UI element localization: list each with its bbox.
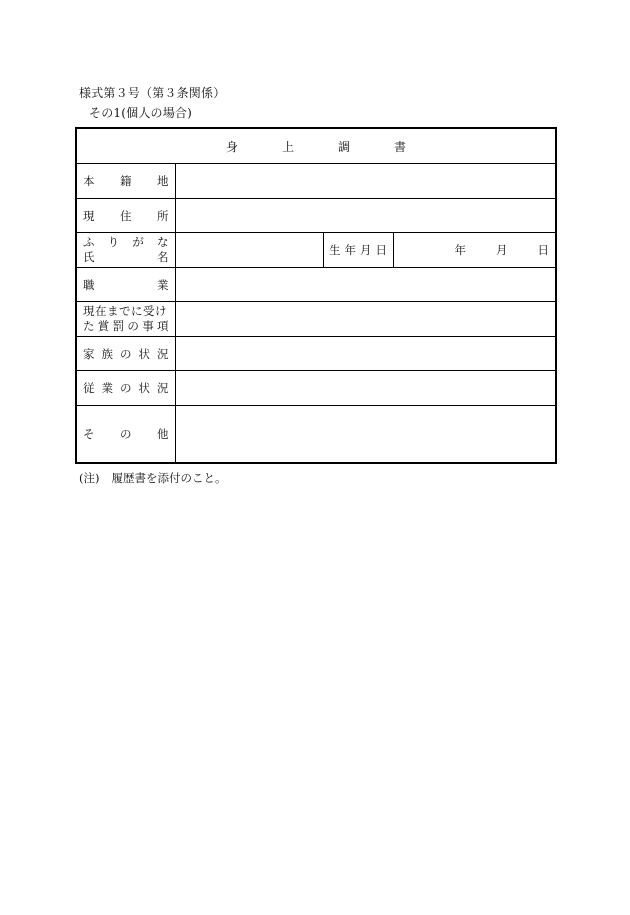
label-char: 家 [83,346,95,361]
label-char: が [132,235,144,249]
form-number: 様式第３号（第３条関係） [79,86,226,100]
label-char: の [120,346,132,361]
field-other[interactable] [175,406,556,463]
label-line: 現在までに受け [83,304,167,318]
field-name[interactable] [175,233,323,268]
field-occupation[interactable] [175,268,556,302]
label-char: の [120,381,132,395]
field-dob[interactable] [393,233,556,268]
label-family [76,337,175,371]
label-char: 従 [83,381,95,395]
label-honseki [76,164,175,199]
label-char: 本 [83,174,95,188]
field-employees[interactable] [175,371,556,406]
label-occupation [76,268,175,302]
label-name [76,233,175,268]
label-char: 氏 [83,250,95,264]
label-char: 生 [329,243,341,257]
label-dob [323,233,393,268]
label-char: の [120,426,132,441]
label-char: 他 [157,426,169,441]
label-char: 所 [157,208,169,223]
label-char: ふ [83,235,95,249]
label-char: 名 [157,250,169,264]
form-title [76,128,556,164]
label-char: 地 [157,174,169,188]
title-char: 調 [338,139,351,154]
label-char: そ [83,426,95,441]
label-char: 業 [157,277,169,292]
label-char: 賞 [97,319,110,333]
label-char: 住 [120,208,132,223]
label-char: 状 [138,381,150,395]
field-awards[interactable] [175,302,556,337]
footnote-prefix: (注) [79,471,100,485]
form-subtitle: その1(個人の場合) [89,106,192,120]
title-char: 書 [394,139,407,154]
label-char: た [83,319,95,333]
label-char: 職 [83,277,95,292]
title-char: 身 [225,139,238,154]
unit-day: 日 [537,243,549,257]
field-family[interactable] [175,337,556,371]
title-char: 上 [281,139,294,154]
unit-month: 月 [496,243,508,257]
label-awards [76,302,175,337]
label-char: 業 [101,381,113,395]
footnote-text: 履歴書を添付のこと。 [111,471,227,485]
label-char: 項 [156,319,169,333]
label-char: 況 [157,346,169,361]
label-char: 状 [138,346,150,361]
field-address[interactable] [175,199,556,233]
footnote [79,470,226,486]
label-char: 況 [157,381,169,395]
personal-history-form [75,127,557,464]
label-char: 年 [344,243,356,257]
label-char: 現 [83,208,95,223]
label-char: な [156,235,169,249]
unit-year: 年 [454,243,466,257]
label-char: り [107,235,120,249]
label-address [76,199,175,233]
label-employees [76,371,175,406]
label-char: 籍 [120,174,132,188]
label-char: 月 [360,243,372,257]
label-char: 罰 [112,319,125,333]
label-other [76,406,175,463]
field-honseki[interactable] [175,164,556,199]
label-char: 族 [101,346,113,361]
label-char: 事 [142,319,154,333]
label-char: の [127,319,139,333]
label-char: 日 [375,243,387,257]
